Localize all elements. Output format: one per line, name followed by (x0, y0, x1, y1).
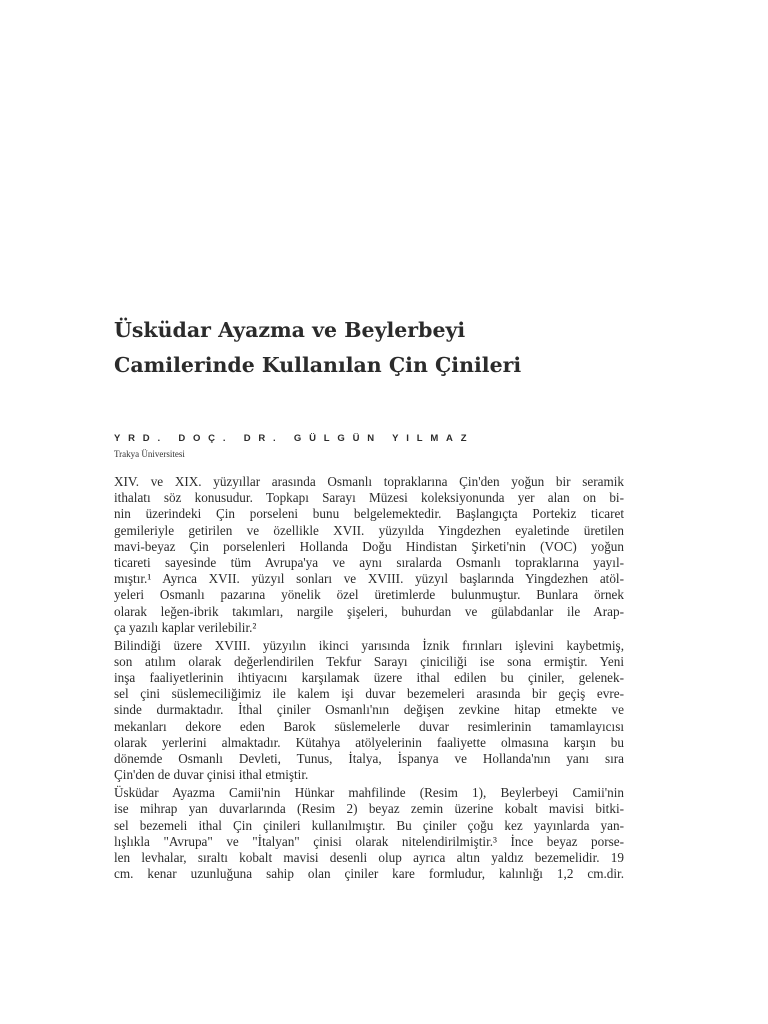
paragraph-line: olarak leğen-ibrik takımları, nargile şişeleri, buhurdan ve gülabdanlar ile Arap- (114, 603, 624, 619)
paragraph-line: nin üzerindeki Çin porseleni bunu belgelemektedir. Başlangıçta Portekiz ticaret (114, 506, 624, 522)
paragraph-line: ticareti sayesinde tüm Avrupa'ya ve aynı sıralarda Osmanlı topraklarına yayıl- (114, 554, 624, 570)
paragraph-line: Bilindiği üzere XVIII. yüzyılın ikinci yarısında İznik fırınları işlevini kaybetmiş, (114, 637, 624, 653)
paragraph-line: XIV. ve XIX. yüzyıllar arasında Osmanlı topraklarına Çin'den yoğun bir seramik (114, 474, 624, 489)
paragraph-line: sel çini süslemeciliğimiz ile kalem işi duvar bezemeleri arasında bir geçiş evre- (114, 686, 624, 702)
paragraph-line: sinde durmaktadır. İthal çiniler Osmanlı'nın değişen zevkine hitap etmekte ve (114, 702, 624, 718)
paragraph-line: yeleri Osmanlı pazarına yönelik özel üretimlerde bulunmuştur. Bunlara örnek (114, 587, 624, 603)
paragraph-line: lışlıkla "Avrupa" ve "İtalyan" çinisi olarak nitelendirilmiştir.³ İnce beyaz porse- (114, 833, 624, 849)
paragraph-line: ithalatı söz konusudur. Topkapı Sarayı Müzesi koleksiyonunda yer alan on bi- (114, 490, 624, 506)
paragraph-line: Çin'den de duvar çinisi ithal etmiştir. (114, 767, 309, 783)
author-affiliation: Trakya Üniversitesi (114, 449, 185, 459)
paragraph-line: olarak yerlerini almaktadır. Kütahya atölyelerinin faaliyette olmasına karşın bu (114, 734, 624, 750)
paragraph-line: sel bezemeli ithal Çin çinileri kullanılmıştır. Bu çiniler çoğu kez yayınlarda yan- (114, 817, 624, 833)
paragraph-line: mıştır.¹ Ayrıca XVII. yüzyıl sonları ve XVIII. yüzyıl başlarında Yingdezhen atöl- (114, 571, 624, 587)
paragraph-line: cm. kenar uzunluğuna sahip olan çiniler kare formludur, kalınlığı 1,2 cm.dir. (114, 866, 624, 882)
paragraph-line: mavi-beyaz Çin porselenleri Hollanda Doğu Hindistan Şirketi'nin (VOC) yoğun (114, 538, 624, 554)
paragraph-2 (114, 638, 624, 784)
paragraph-1 (114, 474, 624, 636)
article-title-line: Camilerinde Kullanılan Çin Çinileri (114, 353, 522, 377)
article-title-line: Üsküdar Ayazma ve Beylerbeyi (114, 318, 466, 342)
paragraph-line: dönemde Osmanlı Devleti, Tunus, İtalya, İspanya ve Hollanda'nın yanı sıra (114, 750, 624, 766)
paragraph-line: son atılım olarak değerlendirilen Tekfur Sarayı çiniciliği ise sona ermiştir. Yeni (114, 653, 624, 669)
paragraph-line: len levhalar, sıraltı kobalt mavisi desenli olup ayrıca altın yaldız bezemelidir. 19 (114, 849, 624, 865)
paragraph-line: ça yazılı kaplar verilebilir.² (114, 619, 257, 635)
article-body (114, 474, 624, 884)
paragraph-line: mekanları dekore eden Barok süslemelerle duvar resimlerinin tamamlayıcısı (114, 718, 624, 734)
paragraph-line: inşa faaliyetlerinin ihtiyacını karşılamak üzere ithal edilen bu çiniler, gelenek- (114, 670, 624, 686)
paragraph-3 (114, 785, 624, 882)
paragraph-line: Üsküdar Ayazma Camii'nin Hünkar mahfilinde (Resim 1), Beylerbeyi Camii'nin (114, 785, 624, 801)
article-title (114, 313, 674, 383)
author-name: YRD. DOÇ. DR. GÜLGÜN YILMAZ (114, 433, 475, 444)
paragraph-line: ise mihrap yan duvarlarında (Resim 2) beyaz zemin üzerine kobalt mavisi bitki- (114, 801, 624, 817)
paragraph-line: gemileriyle getirilen ve özellikle XVII. yüzyılda Yingdezhen eyaletinde üretilen (114, 522, 624, 538)
